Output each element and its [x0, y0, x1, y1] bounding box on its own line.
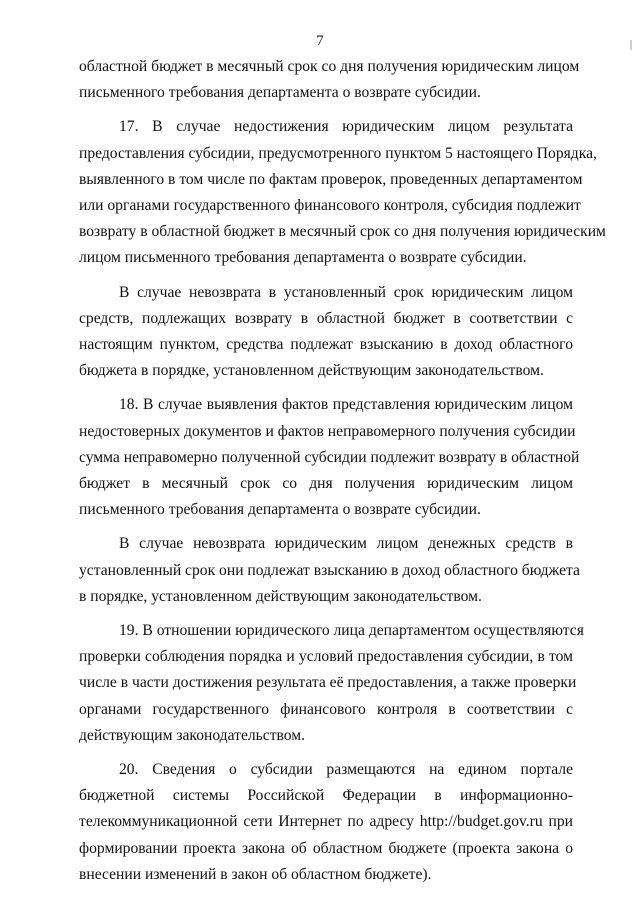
paragraph-item-19: [79, 618, 584, 749]
document-body: [79, 54, 606, 888]
text-line: выявленного в том числе по фактам проверок, проведенных департаментом: [79, 170, 583, 188]
text-line: 18. В случае выявления фактов представления юридическим лицом: [119, 396, 573, 414]
paragraph-item-18: [79, 392, 580, 523]
text-line: в порядке, установленном действующим законодательством.: [79, 587, 482, 605]
text-line: 17. В случае недостижения юридическим лицом результата: [119, 118, 573, 136]
text-line: установленный срок они подлежат взысканию в доход областного бюджета: [79, 561, 580, 579]
text-line: 20. Сведения о субсидии размещаются на едином портале: [119, 761, 573, 779]
text-line: письменного требования департамента о возврате субсидии.: [79, 84, 481, 102]
text-line: органами государственного финансового контроля в соответствии с: [79, 700, 573, 718]
text-line: телекоммуникационной сети Интернет по адресу http://budget.gov.ru при: [79, 813, 573, 831]
text-line: возврату в областной бюджет в месячный срок со дня получения юридическим: [79, 223, 606, 241]
paragraph-nonreturn-18: [79, 531, 580, 610]
text-line: недостоверных документов и фактов неправомерного получения субсидии: [79, 422, 576, 440]
text-line: 19. В отношении юридического лица департаментом осуществляются: [119, 622, 584, 640]
text-line: числе в части достижения результата её предоставления, а также проверки: [79, 674, 577, 692]
text-line: В случае невозврата юридическим лицом денежных средств в: [119, 535, 573, 553]
text-line: или органами государственного финансового контроля, субсидия подлежит: [79, 197, 581, 215]
text-line: письменного требования департамента о возврате субсидии.: [79, 501, 481, 519]
text-line: действующим законодательством.: [79, 726, 306, 744]
paragraph-item-20: [79, 757, 573, 888]
paragraph-item-17: [79, 114, 606, 271]
text-line: внесении изменений в закон об областном бюджете).: [79, 865, 432, 883]
text-line: В случае невозврата в установленный срок юридическим лицом: [119, 283, 573, 301]
page-number: 7: [316, 33, 324, 49]
text-line: областной бюджет в месячный срок со дня получения юридическим лицом: [79, 58, 580, 75]
text-line: лицом письменного требования департамента о возврате субсидии.: [79, 249, 527, 267]
text-line: настоящим пунктом, средства подлежат взысканию в доход областного: [79, 336, 573, 354]
text-line: бюджет в месячный срок со дня получения юридическим лицом: [79, 475, 573, 493]
paragraph-nonreturn-17: [79, 280, 573, 385]
text-line: формировании проекта закона об областном бюджете (проекта закона о: [79, 839, 573, 857]
text-line: предоставления субсидии, предусмотренного пунктом 5 настоящего Порядка,: [79, 144, 597, 162]
text-line: проверки соблюдения порядка и условий предоставления субсидии, в том: [79, 648, 573, 666]
text-line: средств, подлежащих возврату в областной бюджет в соответствии с: [79, 309, 573, 327]
paragraph-continuation: [79, 54, 580, 106]
text-line: бюджета в порядке, установленном действующим законодательством.: [79, 362, 544, 380]
text-line: сумма неправомерно полученной субсидии подлежит возврату в областной: [79, 448, 580, 466]
text-line: бюджетной системы Российской Федерации в информационно-: [79, 787, 573, 805]
